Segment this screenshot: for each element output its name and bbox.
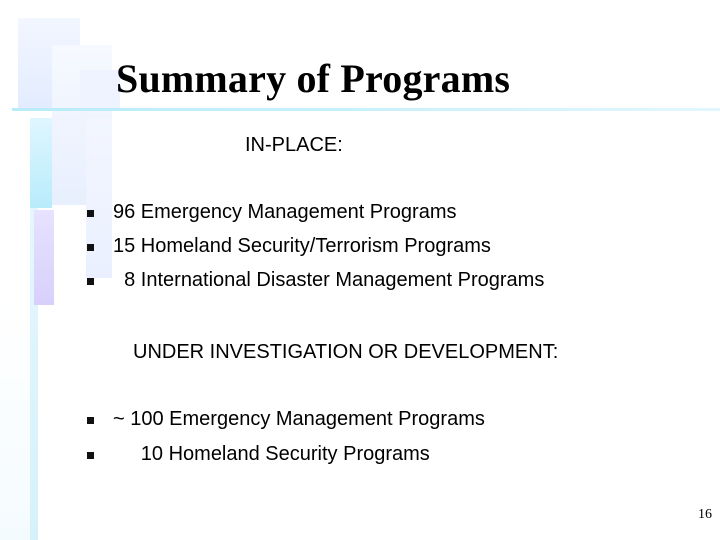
list-item	[0, 443, 720, 471]
list-item-text: 96 Emergency Management Programs	[113, 201, 457, 223]
page-number: 16	[698, 507, 712, 522]
list-item	[0, 269, 720, 297]
list-item-text: 10 Homeland Security Programs	[113, 443, 430, 465]
decorative-block-cyan	[30, 118, 52, 208]
decorative-block	[80, 70, 120, 110]
square-bullet-icon	[87, 278, 94, 285]
slide-title: Summary of Programs	[116, 56, 511, 101]
section-heading-under-investigation: UNDER INVESTIGATION OR DEVELOPMENT:	[133, 341, 559, 363]
square-bullet-icon	[87, 210, 94, 217]
list-item	[0, 235, 720, 263]
list-item	[0, 201, 720, 229]
section-heading-in-place: IN-PLACE:	[245, 134, 343, 156]
list-item-text: 8 International Disaster Management Programs	[113, 269, 545, 291]
square-bullet-icon	[87, 244, 94, 251]
list-item	[0, 408, 720, 436]
list-item-text: 15 Homeland Security/Terrorism Programs	[113, 235, 491, 257]
square-bullet-icon	[87, 452, 94, 459]
square-bullet-icon	[87, 417, 94, 424]
list-item-text: ~ 100 Emergency Management Programs	[113, 408, 485, 430]
title-divider	[12, 108, 720, 111]
